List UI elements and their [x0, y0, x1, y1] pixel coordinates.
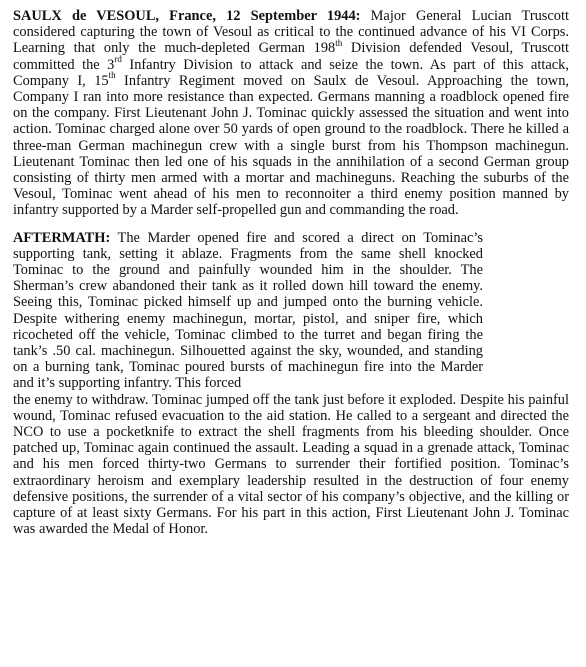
paragraph-text: Infantry Regiment moved on Saulx de Vesoul. Approaching the town, Company I ran into more resistance than expected. Germans manning a roadblock opened fire on the company. First Lieutenant John J. Tominac quickly assessed the situation and went into action. Tominac charged alone over 50 yards of open ground to the roadblock. There he killed a three-man German machinegun crew with a single burst from his Thompson machinegun. Lieutenant Tominac then led one of his squads in the annihilation of a second German group consisting of thirty men armed with a mortar and machineguns. Reaching the suburbs of the Vesoul, Tominac went ahead of his men to reconnoiter a third enemy position manned by infantry supported by a Marder self-propelled gun and commanding the road. — [13, 72, 569, 219]
paragraph-text: Major General Lucian Truscott considered capturing the town of Vesoul as critical to the continued advance of his VI Corps. Learning that only the much-depleted German 198 — [13, 8, 569, 57]
paragraph-text: The Marder opened fire and scored a direct on Tominac’s supporting tank, setting it ablaze. Fragments from the same shell knocked Tominac to the ground and painfully wounded him in the shoulder. The Sherman’s crew abandoned their tank as it rolled down hill toward the enemy. Seeing this, Tominac picked himself up and jumped onto the burning vehicle. Despite withering enemy machinegun, mortar, pistol, and sniper fire, which ricocheted off the vehicle, Tominac climbed to the turret and began firing the tank’s .50 cal. machinegun. Silhouetted against the sky, wounded, and standing on a burning tank, Tominac poured bursts of machinegun fire into the Marder and it’s supporting infantry. This forced — [13, 229, 483, 392]
ordinal-suffix: th — [335, 37, 343, 48]
paragraph-aftermath-narrow — [13, 230, 483, 392]
paragraph-text: Infantry Division to attack and seize the town. As part of this attack, Company I, 15 — [13, 56, 569, 89]
paragraph-heading: SAULX de VESOUL, France, 12 September 1944: — [13, 8, 361, 24]
paragraph-text: the enemy to withdraw. Tominac jumped off the tank just before it exploded. Despite his painful wound, Tominac refused evacuation to the aid station. He called to a sergeant and directed the NCO to use a pocketknife to extract the shell fragments from his bleeding shoulder. Once patched up, Tominac again continued the assault. Leading a squad in a grenade attack, Tominac and his men forced thirty-two Germans to surrender their fortified position. Tominac’s extraordinary heroism and exemplary leadership resulted in the destruction of four enemy defensive positions, the surrender of a vital sector of his company’s objective, and the killing or capture of at least sixty Germans. For his part in this action, First Lieutenant John J. Tominac was awarded the Medal of Honor. — [13, 391, 569, 538]
paragraph-saulx-de-vesoul — [13, 8, 569, 219]
paragraph-aftermath-wide — [13, 392, 569, 538]
ordinal-suffix: rd — [114, 53, 122, 64]
paragraph-text: Division defended Vesoul, Truscott committed the 3 — [13, 40, 569, 73]
paragraph-heading: AFTERMATH: — [13, 229, 111, 246]
ordinal-suffix: th — [108, 70, 116, 81]
